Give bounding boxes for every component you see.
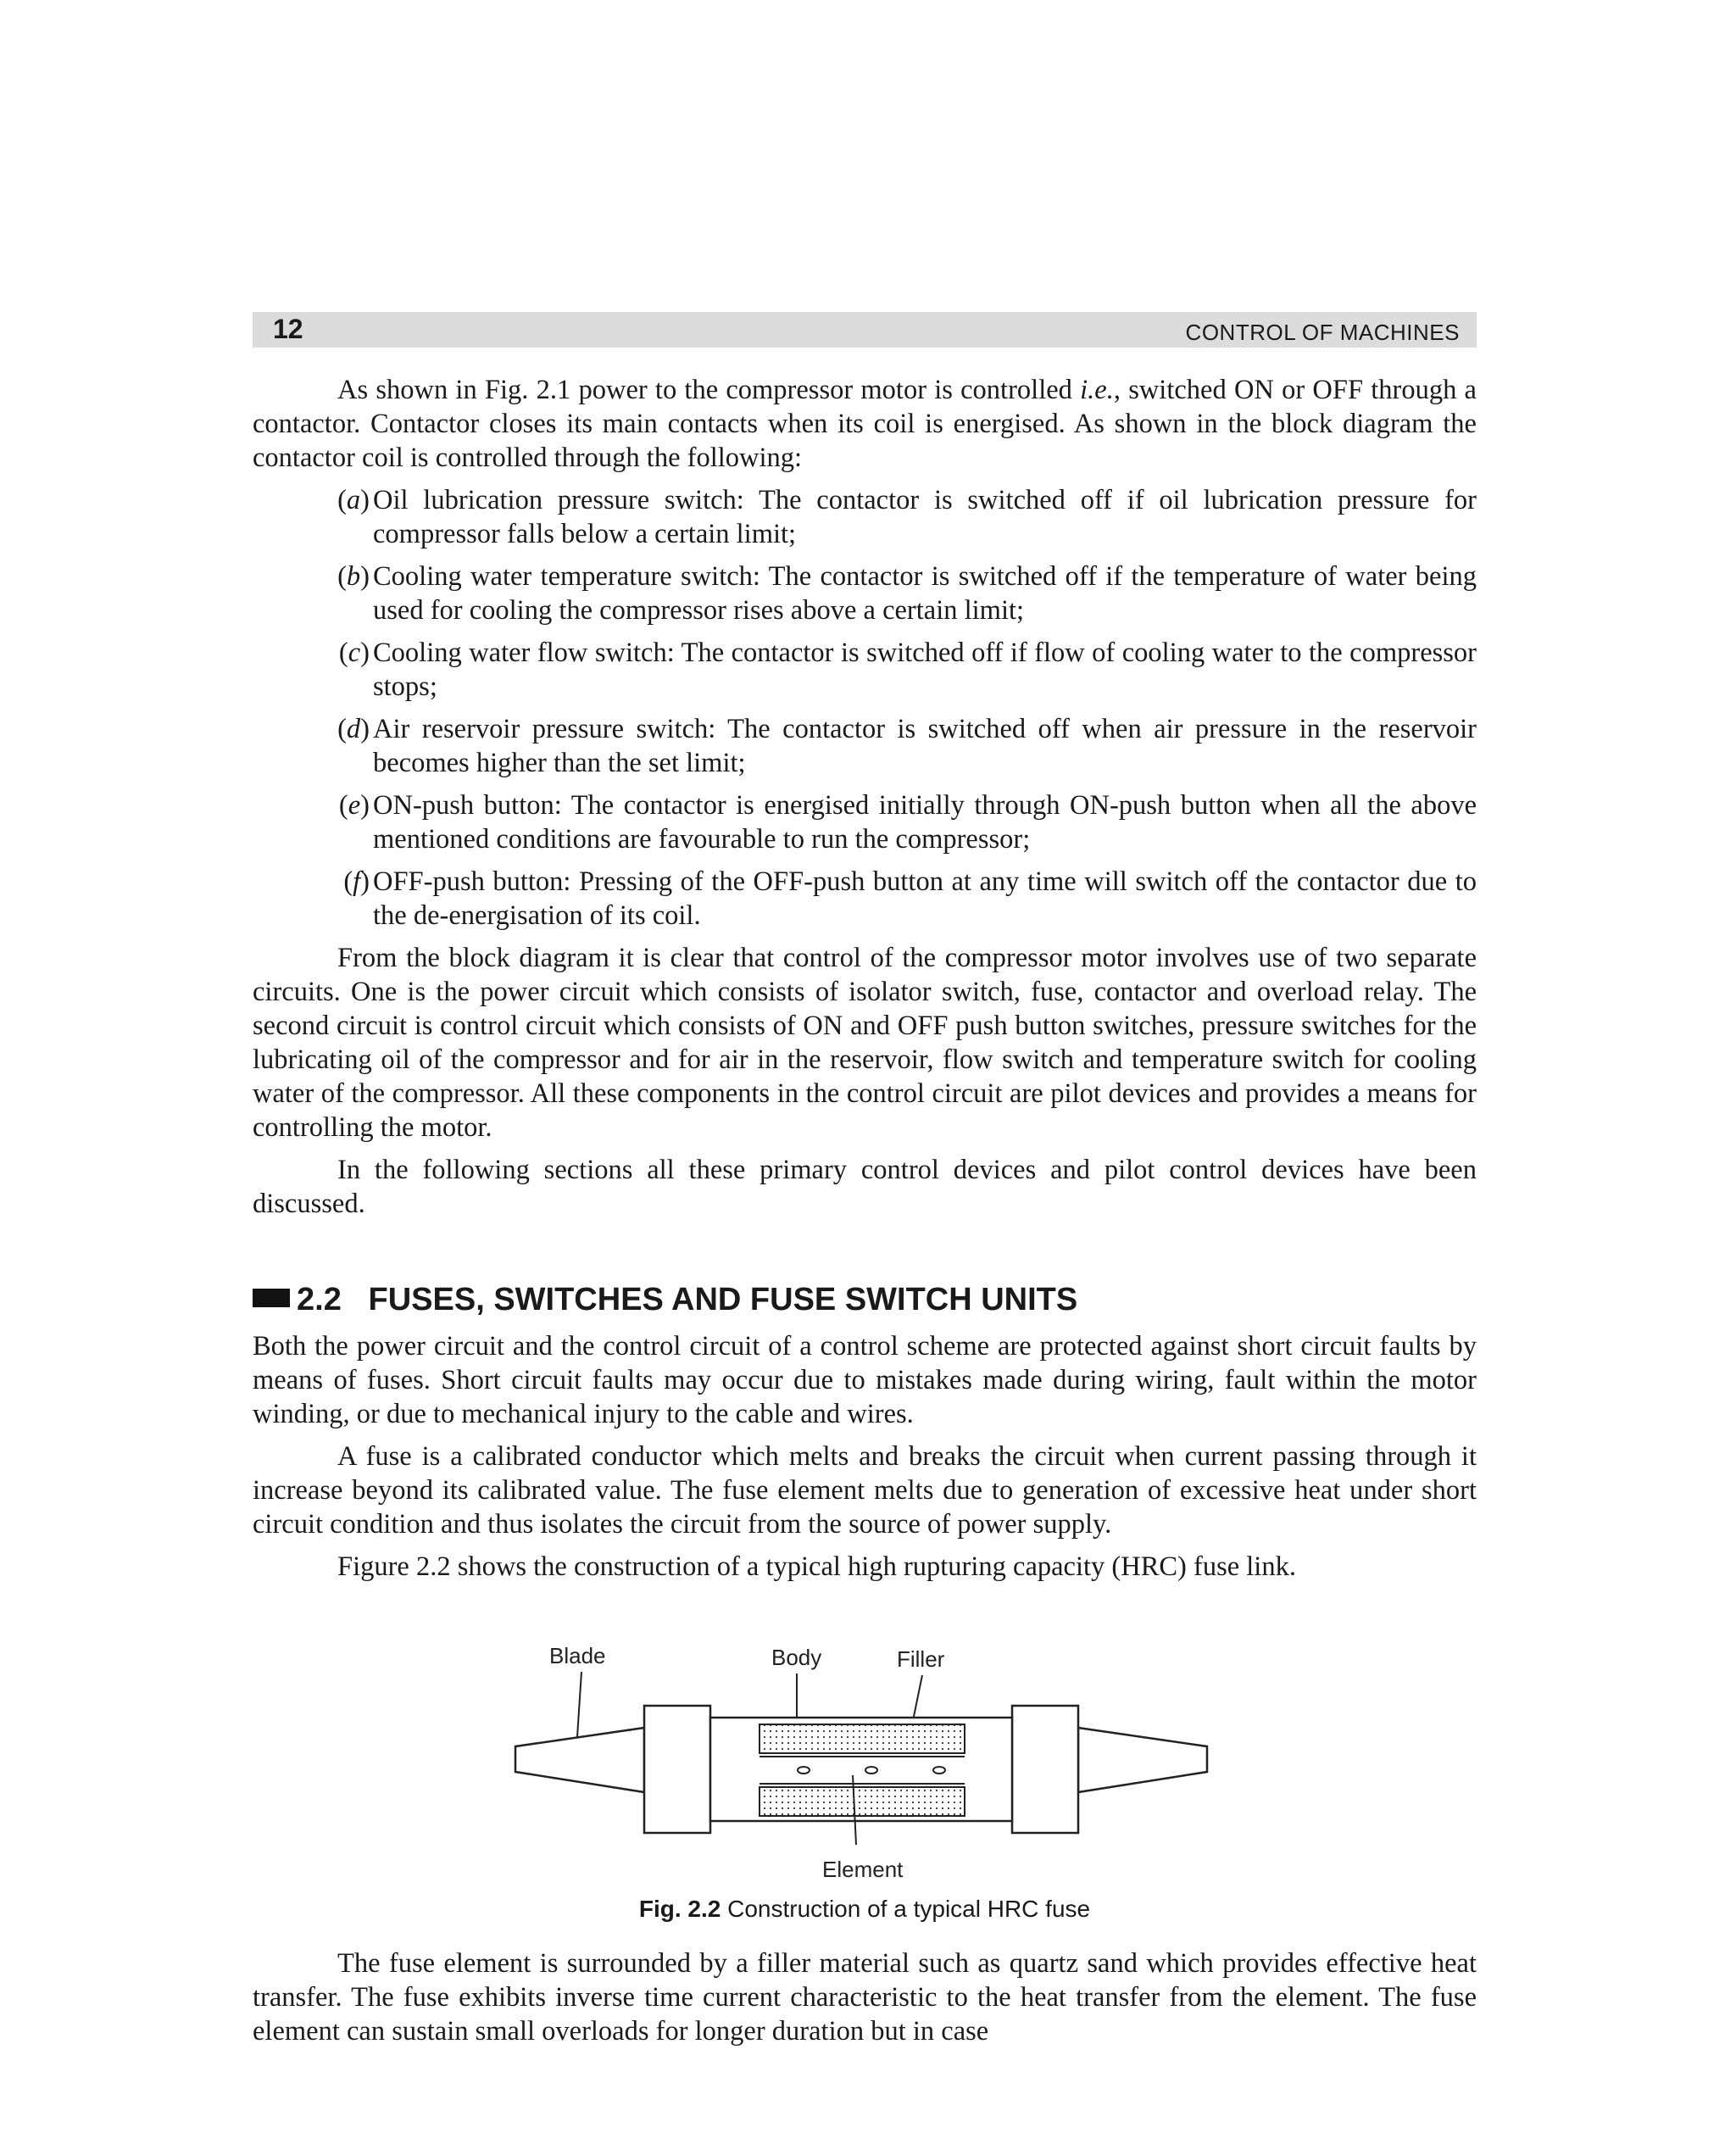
page-number: 12 [273, 314, 303, 344]
intro-section [253, 373, 1477, 1229]
section-title: FUSES, SWITCHES AND FUSE SWITCH UNITS [368, 1282, 1078, 1317]
condition-list [253, 483, 1477, 933]
caption-number: Fig. 2.2 [638, 1896, 721, 1922]
left-blade [515, 1728, 644, 1792]
figure-caption [253, 1896, 1477, 1923]
running-header [253, 312, 1477, 348]
list-label: (a) [337, 485, 370, 515]
block-diagram-paragraph: From the block diagram it is clear that control of the compressor motor involves use of two separate circuits. One is the power circuit which consists of isolator switch, fuse, contactor and overload relay. The second circuit is control circuit which consists of ON and OFF push button switches, pressure switches for the lubricating oil of the compressor and for air in the reservoir, flow switch and temperature switch for cooling water of the compressor. All these components in the control circuit are pilot devices and provides a means for controlling the motor. [253, 943, 1477, 1143]
closing-section [253, 1946, 1477, 2057]
section-number: 2.2 [297, 1282, 342, 1317]
list-label: (e) [338, 790, 370, 821]
hrc-fuse-figure [253, 1635, 1477, 1889]
list-item: (f) OFF-push button: Pressing of the OFF-push button at any time will switch off the contactor due to the de-energisation of its coil. [253, 865, 1477, 933]
section-paragraph: A fuse is a calibrated conductor which melts and breaks the circuit when current passing through it increase beyond its calibrated value. The fuse element melts due to generation of excessive heat under short circuit condition and thus isolates the circuit from the source of power supply. [253, 1441, 1477, 1540]
running-title: CONTROL OF MACHINES [1185, 320, 1460, 345]
filler-top [760, 1724, 965, 1753]
element-label: Element [822, 1857, 904, 1882]
closing-paragraph: The fuse element is surrounded by a filler material such as quartz sand which provides effective heat transfer. The fuse exhibits inverse time current characteristic to the heat transfer from the element. The fuse element can sustain small overloads for longer duration but in case [253, 1948, 1477, 2047]
list-item: (b) Cooling water temperature switch: The contactor is switched off if the temperature of water being used for cooling the compressor rises above a certain limit; [253, 560, 1477, 627]
heading-marker [253, 1289, 290, 1307]
section-paragraph: Figure 2.2 shows the construction of a typical high rupturing capacity (HRC) fuse link. [337, 1551, 1296, 1582]
list-label: (b) [337, 561, 370, 592]
section-heading [253, 1282, 1077, 1318]
list-label: (f) [343, 866, 370, 897]
intro-paragraph: As shown in Fig. 2.1 power to the compressor motor is controlled i.e., switched ON or OFF through a contactor. Contactor closes its main contacts when its coil is energised. As shown in the block diagram the contactor coil is controlled through the following: [253, 375, 1477, 473]
list-item: (d) Air reservoir pressure switch: The contactor is switched off when air pressure in the reservoir becomes higher than the set limit; [253, 712, 1477, 780]
section-paragraph: Both the power circuit and the control circuit of a control scheme are protected against short circuit faults by means of fuses. Short circuit faults may occur due to mistakes made during wiring, fault within the motor winding, or due to mechanical injury to the cable and wires. [253, 1331, 1477, 1429]
right-blade [1078, 1728, 1207, 1792]
list-item: (a) Oil lubrication pressure switch: The contactor is switched off if oil lubrication pressure for compressor falls below a certain limit; [253, 483, 1477, 551]
caption-text: Construction of a typical HRC fuse [727, 1896, 1091, 1922]
body-label: Body [771, 1645, 822, 1670]
section-body [253, 1329, 1477, 1592]
list-item: (c) Cooling water flow switch: The contactor is switched off if flow of cooling water to the compressor stops; [253, 636, 1477, 704]
filler-label: Filler [897, 1646, 945, 1672]
blade-label: Blade [549, 1643, 606, 1668]
list-label: (d) [337, 714, 370, 744]
right-end-cap [1012, 1706, 1078, 1833]
filler-bottom [760, 1787, 965, 1816]
following-sections-paragraph: In the following sections all these primary control devices and pilot control devices have been discussed. [253, 1155, 1477, 1219]
list-item: (e) ON-push button: The contactor is energised initially through ON-push button when all the above mentioned conditions are favourable to run the compressor; [253, 788, 1477, 856]
left-end-cap [644, 1706, 710, 1833]
list-label: (c) [338, 638, 370, 668]
